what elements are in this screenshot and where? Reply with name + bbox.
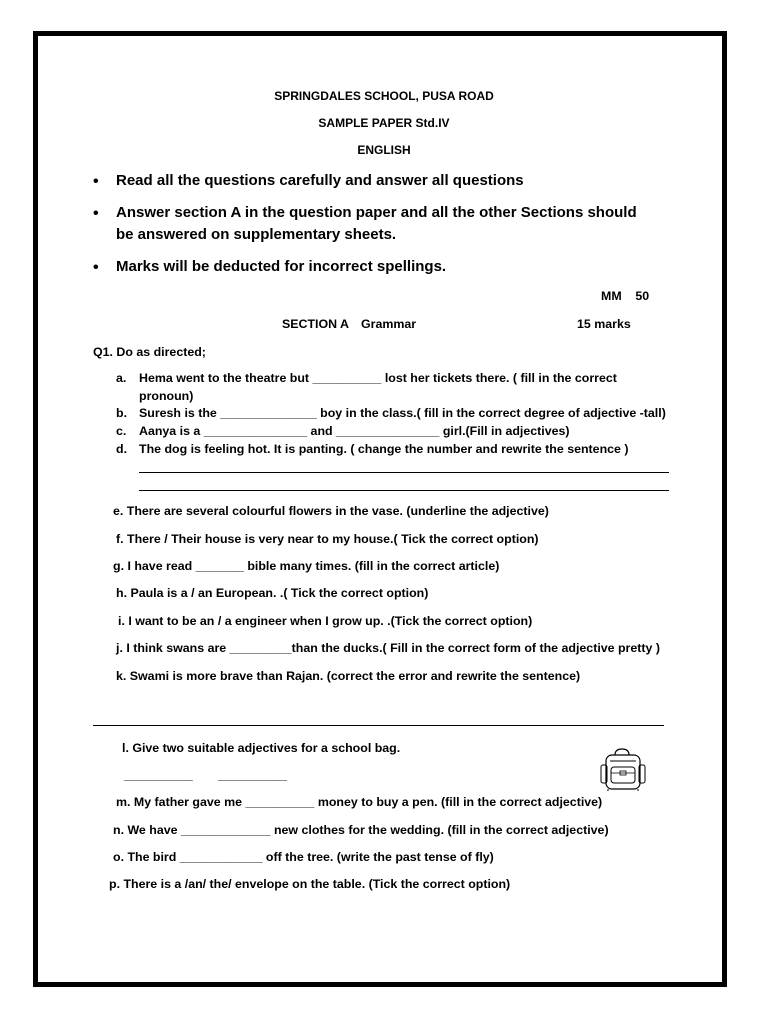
paper-title: SAMPLE PAPER Std.IV (318, 116, 450, 130)
answer-blank-2: __________ (218, 768, 287, 782)
section-name: SECTION A (282, 317, 350, 331)
item-n: n. We have _____________ new clothes for the wedding. (fill in the correct adjective) (113, 823, 609, 837)
item-k: k. Swami is more brave than Rajan. (correct the error and rewrite the sentence) (116, 669, 581, 683)
instruction-2: Answer section A in the question paper and all the other Sections should (116, 204, 637, 221)
item-b: Suresh is the ______________ boy in the class.( fill in the correct degree of adjective -tall) (139, 406, 666, 420)
item-o: o. The bird ____________ off the tree. (write the past tense of fly) (113, 850, 494, 864)
item-j: j. I think swans are _________than the ducks.( Fill in the correct form of the adjective pretty ) (116, 641, 660, 655)
item-a-cont: pronoun) (139, 389, 194, 403)
instruction-3: Marks will be deducted for incorrect spellings. (116, 258, 447, 275)
item-d: The dog is feeling hot. It is panting. ( change the number and rewrite the sentence ) (139, 442, 629, 456)
item-label-d: d. (116, 442, 128, 456)
item-m: m. My father gave me __________ money to buy a pen. (fill in the correct adjective) (116, 795, 603, 809)
item-label-c: c. (116, 424, 127, 438)
section-marks: 15 marks (577, 317, 631, 331)
school-bag-icon (598, 747, 648, 792)
answer-line (139, 472, 669, 473)
item-e: e. There are several colourful flowers in the vase. (underline the adjective) (113, 504, 549, 518)
answer-line (93, 725, 664, 726)
item-c: Aanya is a _______________ and _______________ girl.(Fill in adjectives) (139, 424, 570, 438)
bullet-dot-icon: • (93, 173, 99, 190)
bullet-dot-icon: • (93, 205, 99, 222)
instruction-2-cont: be answered on supplementary sheets. (116, 226, 397, 243)
item-p: p. There is a /an/ the/ envelope on the table. (Tick the correct option) (109, 877, 511, 891)
item-i: i. I want to be an / a engineer when I grow up. .(Tick the correct option) (118, 614, 533, 628)
item-label-b: b. (116, 406, 128, 420)
max-marks: MM 50 (601, 289, 650, 303)
instruction-1: Read all the questions carefully and answer all questions (116, 172, 524, 189)
school-name: SPRINGDALES SCHOOL, PUSA ROAD (274, 89, 494, 103)
section-topic: Grammar (361, 317, 417, 331)
question-title: Q1. Do as directed; (93, 345, 206, 359)
item-l: l. Give two suitable adjectives for a school bag. (122, 741, 401, 755)
answer-line (139, 490, 669, 491)
subject-title: ENGLISH (357, 143, 411, 157)
bullet-dot-icon: • (93, 259, 99, 276)
answer-blank-1: __________ (124, 768, 193, 782)
item-label-a: a. (116, 371, 127, 385)
item-g: g. I have read _______ bible many times. (fill in the correct article) (113, 559, 500, 573)
item-f: f. There / Their house is very near to my house.( Tick the correct option) (116, 532, 539, 546)
item-h: h. Paula is a / an European. .( Tick the correct option) (116, 586, 429, 600)
item-a: Hema went to the theatre but __________ lost her tickets there. ( fill in the correct (139, 371, 617, 385)
